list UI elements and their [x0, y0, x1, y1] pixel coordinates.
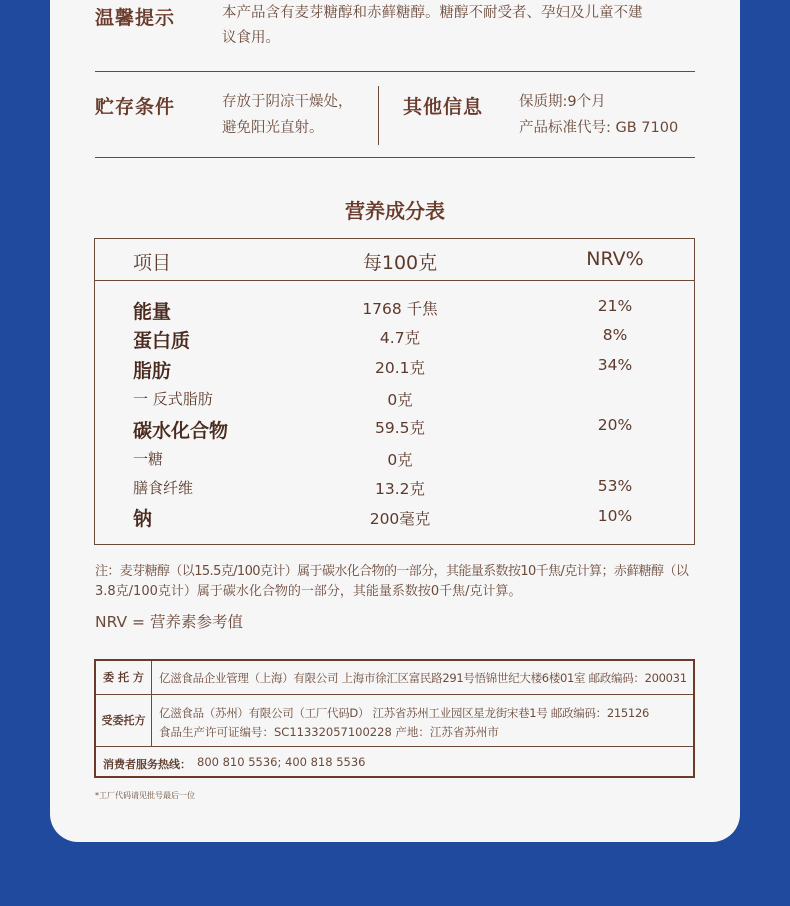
- header-item: 项目: [133, 252, 172, 274]
- nutrient-value: 200毫克: [369, 510, 431, 528]
- nutrient-value: 4.7克: [379, 329, 421, 347]
- nutrient-value: 1768 千焦: [362, 300, 438, 318]
- nutrient-name: 蛋白质: [133, 330, 191, 352]
- nutrition-header: [95, 239, 694, 281]
- footnote-energy-1: 注：麦芽糖醇（以15.5克/100克计）属于碳水化合物的一部分，其能量系数按10千焦/克计算；赤藓糖醇（以: [95, 564, 689, 579]
- entrusted-text-2: 食品生产许可证编号：SC11332057100228 产地：江苏省苏州市: [159, 725, 499, 739]
- nutrition-row: [95, 416, 694, 444]
- divider: [95, 71, 695, 72]
- nutrient-nrv: 8%: [602, 326, 628, 344]
- nutrient-name: 钠: [133, 508, 153, 530]
- nutrition-row: [95, 448, 694, 476]
- divider: [95, 157, 695, 158]
- footnote-energy-2: 3.8克/100克计）属于碳水化合物的一部分，其能量系数按0千焦/克计算。: [95, 584, 522, 599]
- company-table: [94, 659, 695, 778]
- nutrient-nrv: 34%: [597, 356, 633, 374]
- nutrient-nrv: 21%: [597, 297, 633, 315]
- storage-label: 贮存条件: [95, 96, 176, 118]
- entrust-label: 委 托 方: [96, 661, 152, 694]
- other-text-2: 产品标准代号: GB 7100: [519, 120, 679, 136]
- entrusted-text-1: 亿滋食品（苏州）有限公司（工厂代码D） 江苏省苏州工业园区星龙街宋巷1号 邮政编码：215126: [159, 706, 649, 720]
- header-per100g: 每100克: [362, 252, 438, 274]
- nutrition-row: [95, 504, 694, 532]
- nutrient-name: 碳水化合物: [133, 420, 229, 442]
- entrust-text: 亿滋食品企业管理（上海）有限公司 上海市徐汇区富民路291号悟锦世纪大楼6楼01室 邮政编码：200031: [159, 671, 687, 685]
- tips-label: 温馨提示: [95, 7, 176, 29]
- nutrient-name: 一糖: [133, 450, 164, 468]
- row-divider: [96, 694, 693, 695]
- tips-text-2: 议食用。: [222, 30, 280, 46]
- nutrition-table: [94, 238, 695, 545]
- nutrient-value: 20.1克: [374, 359, 425, 377]
- entrusted-label: 受委托方: [96, 695, 152, 746]
- nutrition-title: 营养成分表: [345, 199, 445, 223]
- nutrition-row: [95, 326, 694, 354]
- nutrition-row: [95, 388, 694, 416]
- tips-text-1: 本产品含有麦芽糖醇和赤藓糖醇。糖醇不耐受者、孕妇及儿童不建: [222, 5, 643, 21]
- storage-text-1: 存放于阴凉干燥处，: [222, 94, 353, 110]
- other-label: 其他信息: [403, 96, 484, 118]
- row-divider: [96, 746, 693, 747]
- nutrient-nrv: 20%: [597, 416, 633, 434]
- nutrition-row: [95, 356, 694, 384]
- hotline-label: 消费者服务热线：: [103, 758, 191, 771]
- nrv-definition: NRV = 营养素参考值: [95, 613, 243, 631]
- other-text-1: 保质期:9个月: [519, 94, 606, 110]
- factory-code-note: *工厂代码请见批号最后一位: [95, 791, 195, 800]
- header-nrv: NRV%: [586, 248, 644, 270]
- nutrient-value: 13.2克: [374, 480, 425, 498]
- nutrient-nrv: 53%: [597, 477, 633, 495]
- nutrient-name: 能量: [133, 301, 172, 323]
- hotline-number: 800 810 5536; 400 818 5536: [197, 755, 366, 769]
- nutrient-name: 一 反式脂肪: [133, 390, 213, 408]
- nutrient-value: 0克: [387, 451, 413, 469]
- nutrition-row: [95, 477, 694, 505]
- nutrition-row: [95, 297, 694, 325]
- nutrient-value: 0克: [387, 391, 413, 409]
- nutrient-name: 脂肪: [133, 360, 172, 382]
- nutrient-name: 膳食纤维: [133, 479, 194, 497]
- vertical-divider: [378, 86, 379, 145]
- nutrient-value: 59.5克: [374, 419, 425, 437]
- nutrient-nrv: 10%: [597, 507, 633, 525]
- storage-text-2: 避免阳光直射。: [222, 120, 324, 136]
